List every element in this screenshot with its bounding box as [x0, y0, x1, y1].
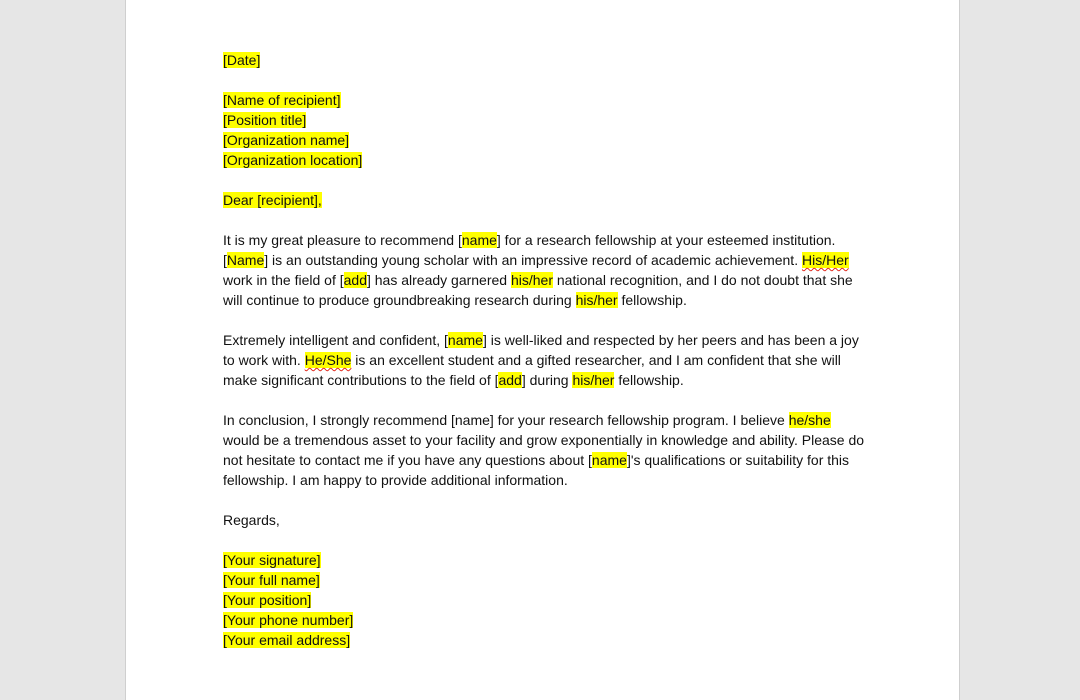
paragraph-3-line-1 [223, 410, 873, 430]
organization-name-placeholder: [Organization name] [223, 132, 350, 148]
name-placeholder: name [591, 452, 627, 468]
recipient-name-line [223, 90, 873, 110]
paragraph-3-line-4 [223, 470, 873, 490]
field-placeholder: add [343, 272, 367, 288]
text-run: make significant contributions to the field of [ [223, 372, 499, 388]
text-run: ]'s qualifications or suitability for this [626, 452, 850, 468]
paragraph-2-line-3 [223, 370, 873, 390]
paragraph-2-line-1 [223, 330, 873, 350]
salutation: Dear [recipient], [223, 192, 322, 208]
blank-line [223, 490, 873, 510]
text-run: ] is an outstanding young scholar with an impressive record of academic achievement. [264, 252, 802, 268]
paragraph-3-line-3 [223, 450, 873, 470]
paragraph-1-line-4 [223, 290, 873, 310]
text-run: fellowship. I am happy to provide additional information. [223, 472, 568, 488]
text-run: not hesitate to contact me if you have any questions about [ [223, 452, 592, 468]
text-run: to work with. [223, 352, 305, 368]
date-placeholder: [Date] [223, 52, 261, 68]
text-run: fellowship. [617, 292, 687, 308]
date-line [223, 50, 873, 70]
pronoun-placeholder-misspelled: His/Her [801, 252, 849, 268]
position-title-line [223, 110, 873, 130]
text-run: In conclusion, I strongly recommend [name] for your research fellowship program. I believe [223, 412, 789, 428]
position-line [223, 590, 873, 610]
organization-location-placeholder: [Organization location] [223, 152, 363, 168]
text-run: would be a tremendous asset to your facility and grow exponentially in knowledge and ability. Please do [223, 432, 865, 448]
text-run: is an excellent student and a gifted researcher, and I am confident that she will [351, 352, 841, 368]
paragraph-1-line-3 [223, 270, 873, 290]
pronoun-placeholder: his/her [510, 272, 553, 288]
organization-name-line [223, 130, 873, 150]
closing-line [223, 510, 873, 530]
blank-line [223, 530, 873, 550]
document-page[interactable] [125, 0, 960, 700]
text-run: work in the field of [ [223, 272, 344, 288]
position-placeholder: [Your position] [223, 592, 312, 608]
blank-line [223, 390, 873, 410]
pronoun-placeholder: his/her [572, 372, 615, 388]
full-name-placeholder: [Your full name] [223, 572, 320, 588]
paragraph-1-line-1 [223, 230, 873, 250]
blank-line [223, 210, 873, 230]
organization-location-line [223, 150, 873, 170]
name-placeholder: name [447, 332, 483, 348]
signature-line [223, 550, 873, 570]
blank-line [223, 70, 873, 90]
text-run: ] for a research fellowship at your esteemed institution. [496, 232, 836, 248]
salutation-line [223, 190, 873, 210]
full-name-line [223, 570, 873, 590]
text-run: will continue to produce groundbreaking research during [223, 292, 576, 308]
paragraph-2-line-2 [223, 350, 873, 370]
email-line [223, 630, 873, 650]
signature-placeholder: [Your signature] [223, 552, 321, 568]
text-run: [ [223, 252, 227, 268]
email-placeholder: [Your email address] [223, 632, 351, 648]
pronoun-placeholder-misspelled: He/She [304, 352, 352, 368]
text-run: ] during [521, 372, 573, 388]
blank-line [223, 170, 873, 190]
pronoun-placeholder: he/she [788, 412, 831, 428]
text-run: ] is well-liked and respected by her peers and has been a joy [482, 332, 859, 348]
text-run: It is my great pleasure to recommend [ [223, 232, 462, 248]
text-run: fellowship. [614, 372, 684, 388]
pronoun-placeholder: his/her [575, 292, 618, 308]
closing: Regards, [223, 512, 280, 528]
recipient-name-placeholder: [Name of recipient] [223, 92, 341, 108]
name-placeholder: Name [226, 252, 265, 268]
text-run: national recognition, and I do not doubt that she [553, 272, 853, 288]
name-placeholder: name [461, 232, 497, 248]
paragraph-1-line-2 [223, 250, 873, 270]
field-placeholder: add [498, 372, 522, 388]
position-title-placeholder: [Position title] [223, 112, 307, 128]
phone-line [223, 610, 873, 630]
phone-placeholder: [Your phone number] [223, 612, 354, 628]
text-run: Extremely intelligent and confident, [ [223, 332, 448, 348]
paragraph-3-line-2 [223, 430, 873, 450]
text-run: ] has already garnered [366, 272, 511, 288]
letter-body[interactable] [223, 50, 873, 650]
blank-line [223, 310, 873, 330]
